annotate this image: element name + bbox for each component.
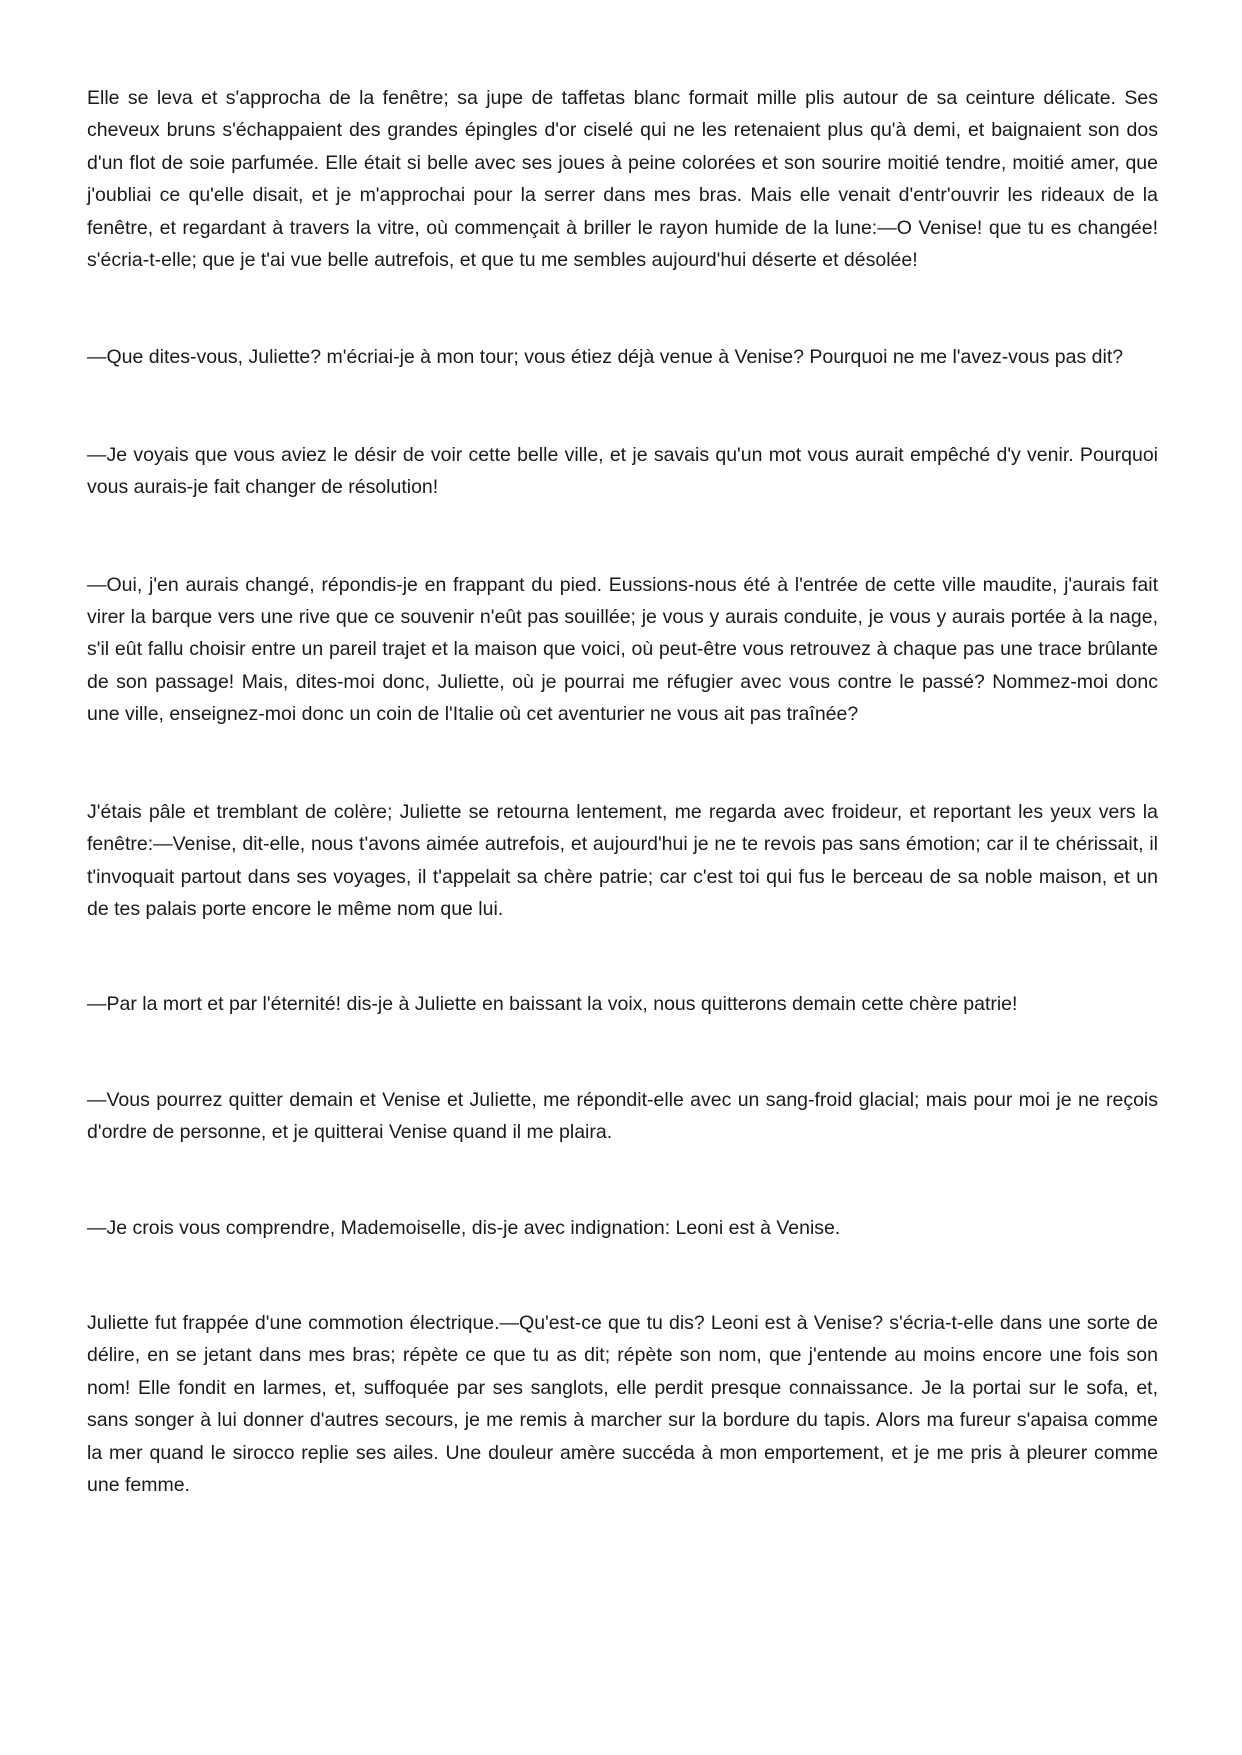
document-page [87,82,1158,1501]
paragraph-5: J'étais pâle et tremblant de colère; Juliette se retourna lentement, me regarda avec froideur, et reportant les yeux vers la fenêtre:—Venise, dit-elle, nous t'avons aimée autrefois, et aujourd'hui je ne te revois pas sans émotion; car il te chérissait, il t'invoquait partout dans ses voyages, il t'appelait sa chère patrie; car c'est toi qui fus le berceau de sa noble maison, et un de tes palais porte encore le même nom que lui. [87,800,1158,920]
paragraph-2: —Que dites-vous, Juliette? m'écriai-je à mon tour; vous étiez déjà venue à Venise? Pourquoi ne me l'avez-vous pas dit? [87,346,1124,369]
paragraph-9: Juliette fut frappée d'une commotion électrique.—Qu'est-ce que tu dis? Leoni est à Venise? s'écria-t-elle dans une sorte de délire, en se jetant dans mes bras; répète ce que tu as dit; répète son nom, que j'entende au moins encore une fois son nom! Elle fondit en larmes, et, suffoquée par ses sanglots, elle perdit presque connaissance. Je la portai sur le sofa, et, sans songer à lui donner d'autres secours, je me remis à marcher sur la bordure du tapis. Alors ma fureur s'apaisa comme la mer quand le sirocco replie ses ailes. Une douleur amère succéda à mon emportement, et je me pris à pleurer comme une femme. [87,1311,1158,1496]
paragraph-4: —Oui, j'en aurais changé, répondis-je en frappant du pied. Eussions-nous été à l'entrée de cette ville maudite, j'aurais fait virer la barque vers une rive que ce souvenir n'eût pas souillée; je vous y aurais conduite, je vous y aurais portée à la nage, s'il eût fallu choisir entre un pareil trajet et la maison que voici, où peut-être vous retrouvez à chaque pas une trace brûlante de son passage! Mais, dites-moi donc, Juliette, où je pourrai me réfugier avec vous contre le passé? Nommez-moi donc une ville, enseignez-moi donc un coin de l'Italie où cet aventurier ne vous ait pas traînée? [87,573,1158,726]
paragraph-8: —Je crois vous comprendre, Mademoiselle, dis-je avec indignation: Leoni est à Venise. [87,1216,841,1239]
paragraph-3: —Je voyais que vous aviez le désir de voir cette belle ville, et je savais qu'un mot vous aurait empêché d'y venir. Pourquoi vous aurais-je fait changer de résolution! [87,443,1158,499]
paragraph-7: —Vous pourrez quitter demain et Venise et Juliette, me répondit-elle avec un sang-froid glacial; mais pour moi je ne reçois d'ordre de personne, et je quitterai Venise quand il me plaira. [87,1088,1158,1144]
paragraph-6: —Par la mort et par l'éternité! dis-je à Juliette en baissant la voix, nous quitterons demain cette chère patrie! [87,993,1018,1016]
paragraph-1: Elle se leva et s'approcha de la fenêtre; sa jupe de taffetas blanc formait mille plis autour de sa ceinture délicate. Ses cheveux bruns s'échappaient des grandes épingles d'or ciselé qui ne les retenaient plus qu'à demi, et baignaient son dos d'un flot de soie parfumée. Elle était si belle avec ses joues à peine colorées et son sourire moitié tendre, moitié amer, que j'oubliai ce qu'elle disait, et je m'approchai pour la serrer dans mes bras. Mais elle venait d'entr'ouvrir les rideaux de la fenêtre, et regardant à travers la vitre, où commençait à briller le rayon humide de la lune:—O Venise! que tu es changée! s'écria-t-elle; que je t'ai vue belle autrefois, et que tu me sembles aujourd'hui déserte et désolée! [87,87,1158,272]
